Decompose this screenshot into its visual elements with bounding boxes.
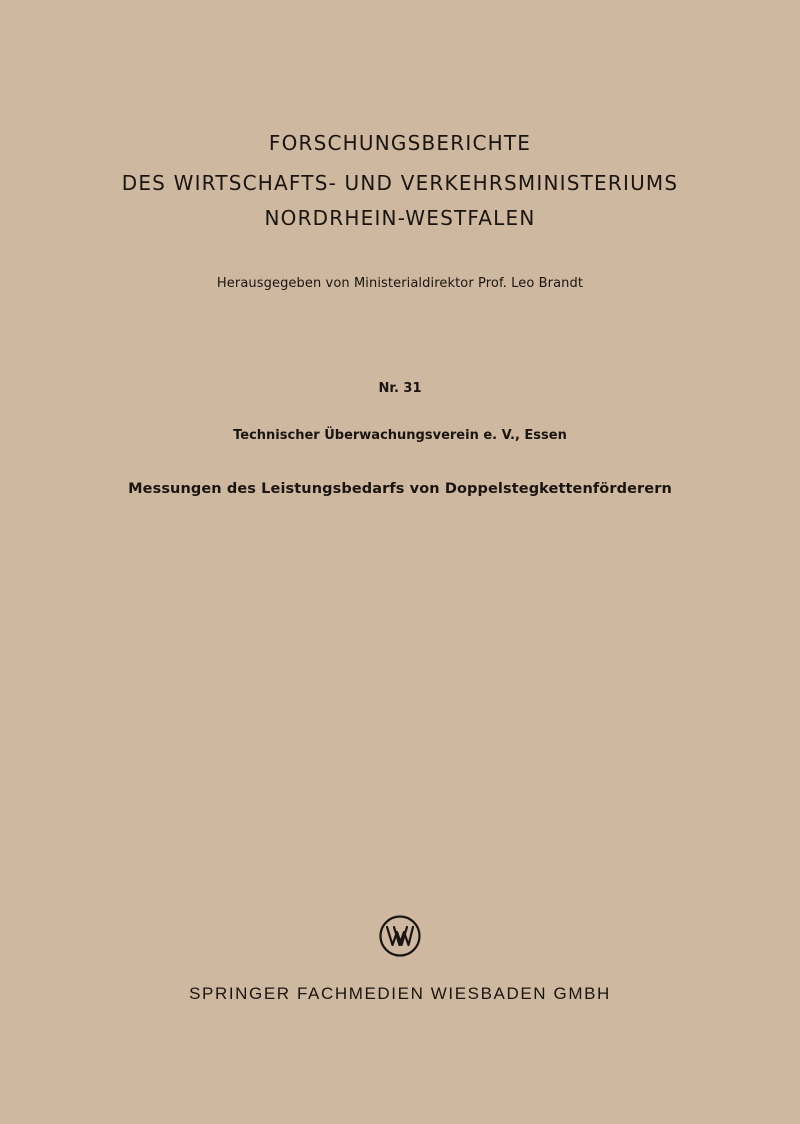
- series-title-line-2: DES WIRTSCHAFTS- UND VERKEHRSMINISTERIUMS: [121, 171, 679, 195]
- springer-vw-logo-icon: [378, 914, 422, 958]
- volume-number: Nr. 31: [378, 381, 422, 396]
- editor-line: Herausgegeben von Ministerialdirektor Prof. Leo Brandt: [216, 276, 584, 291]
- series-title-line-3: NORDRHEIN-WESTFALEN: [264, 206, 536, 230]
- series-title-line-1: FORSCHUNGSBERICHTE: [268, 131, 532, 155]
- book-title: Messungen des Leistungsbedarfs von Doppelstegkettenförderern: [128, 481, 672, 497]
- author-line: Technischer Überwachungsverein e. V., Essen: [233, 428, 567, 443]
- publisher-name: SPRINGER FACHMEDIEN WIESBADEN GMBH: [189, 984, 611, 1003]
